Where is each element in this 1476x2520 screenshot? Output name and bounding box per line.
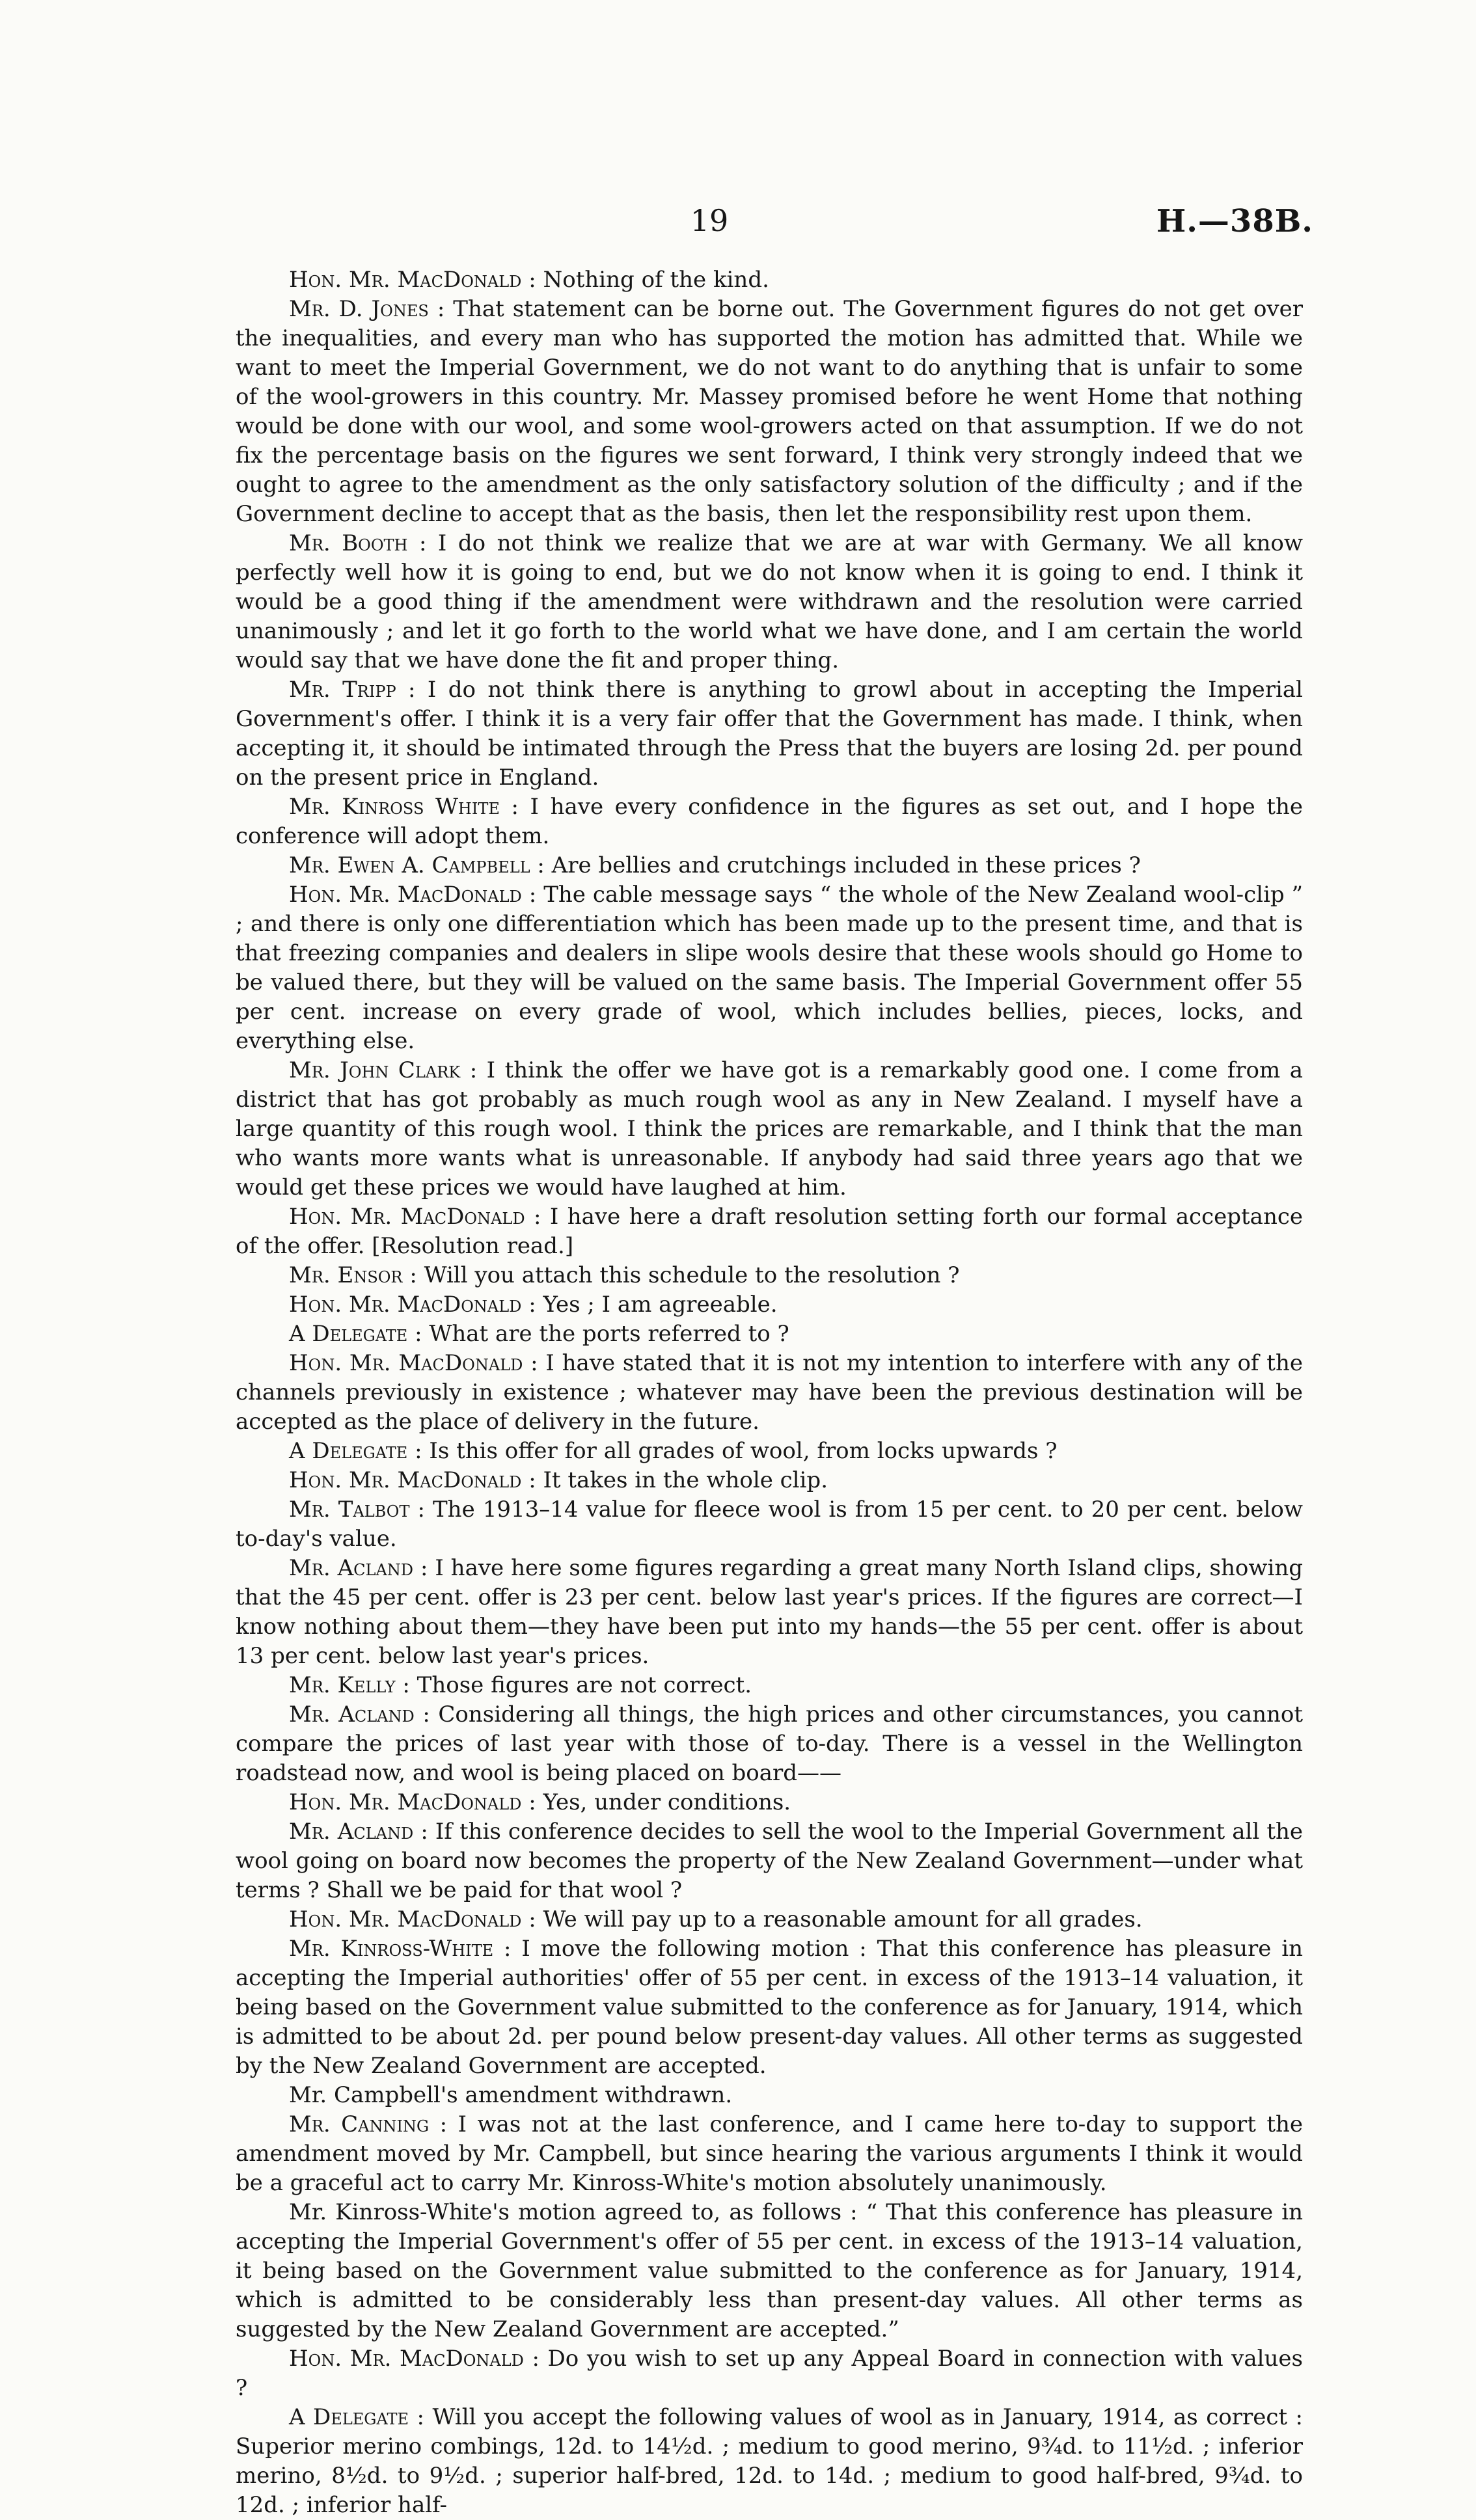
paragraph [236, 1788, 1303, 1817]
paragraph [236, 1554, 1303, 1671]
paragraph [236, 675, 1303, 793]
paragraph-text: : It takes in the whole clip. [528, 1467, 828, 1493]
speaker-name: Mr. Acland [289, 1701, 415, 1727]
paragraph [236, 1320, 1303, 1349]
paragraph-text: : Considering all things, the high prices and other circumstances, you cannot compare the prices of last year with those of to-day. There is a vessel in the Wellington roadstead now, and wool is being placed on board—— [236, 1701, 1304, 1786]
speaker-name: Hon. Mr. MacDonald [289, 1204, 525, 1230]
speaker-name: Mr. Kinross-White [289, 1936, 494, 1962]
speaker-name: Hon. Mr. MacDonald [289, 882, 522, 908]
speaker-name: Mr. Canning [289, 2111, 430, 2137]
speaker-name: Hon. Mr. MacDonald [289, 267, 522, 293]
paragraph [236, 265, 1303, 295]
speaker-name: Hon. Mr. MacDonald [289, 1292, 522, 1318]
paragraph-text: : That statement can be borne out. The Government figures do not get over the inequalities, and every man who has supported the motion has admitted that. While we want to meet the Imperial Government, we do not want to do anything that is unfair to some of the wool-growers in this country. Mr. Massey promised before he went Home that nothing would be done with our wool, and some wool-growers acted on that assumption. If we do not fix the percentage basis on the figures we sent forward, I think very strongly indeed that we ought to agree to the amendment as the only satisfactory solution of the difficulty ; and if the Government decline to accept that as the basis, then let the responsibility rest upon them. [236, 296, 1303, 527]
speaker-name: Mr. Booth [289, 530, 408, 556]
paragraph [236, 1202, 1303, 1261]
paragraph-text: : Those figures are not correct. [402, 1672, 752, 1698]
paragraph [236, 1437, 1303, 1466]
paragraph-text: : Will you attach this schedule to the resolution ? [409, 1262, 960, 1288]
speaker-name: Mr. Ensor [289, 1262, 403, 1288]
paragraph-text: : Are bellies and crutchings included in these prices ? [537, 852, 1141, 878]
paragraph [236, 1817, 1303, 1905]
paragraph [236, 1349, 1303, 1437]
paragraph [236, 1495, 1303, 1554]
paragraph [236, 1466, 1303, 1495]
paragraph-text: : Yes, under conditions. [528, 1789, 791, 1815]
paragraph [236, 529, 1303, 675]
paragraph [236, 2403, 1303, 2520]
paragraph-text: : I have every confidence in the figures as set out, and I hope the conference will adopt them. [236, 794, 1303, 849]
paragraph-text: : I was not at the last conference, and I came here to-day to support the amendment moved by Mr. Campbell, but since hearing the various arguments I think it would be a graceful act to carry Mr. Kinross-White's motion absolutely unanimously. [236, 2111, 1304, 2196]
speaker-name: A Delegate [289, 2404, 409, 2430]
paragraph [236, 880, 1303, 1056]
paragraph-text: : Yes ; I am agreeable. [528, 1292, 778, 1318]
speaker-name: Hon. Mr. MacDonald [289, 1789, 522, 1815]
paragraph [236, 2198, 1303, 2344]
paragraph [236, 1056, 1303, 1202]
speaker-name: Mr. Kelly [289, 1672, 396, 1698]
speaker-name: A Delegate [289, 1321, 408, 1347]
paragraph [236, 1934, 1303, 2081]
paragraph [236, 1700, 1303, 1788]
paragraph-text: : I have stated that it is not my intention to interfere with any of the channels previously in existence ; whatever may have been the previous destination will be accepted as the place of delivery in the future. [236, 1350, 1303, 1435]
speaker-name: Mr. Ewen A. Campbell [289, 852, 530, 878]
paragraph-text: : The cable message says “ the whole of the New Zealand wool-clip ” ; and there is only one differentiation which has been made up to the present time, and that is that freezing companies and dealers in slipe wools desire that these wools should go Home to be valued there, but they will be valued on the same basis. The Imperial Government offer 55 per cent. increase on every grade of wool, which includes bellies, pieces, locks, and everything else. [236, 882, 1304, 1054]
page-number: 19 [690, 203, 729, 238]
paragraph-text: : Will you accept the following values of wool as in January, 1914, as correct : Superior merino combings, 12d. to 14½d. ; medium to good merino, 9¾d. to 11½d. ; inferior merino, 8½d. to 9½d. ; superior half-bred, 12d. to 14d. ; medium to good half-bred, 9¾d. to 12d. ; inferior half- [236, 2404, 1303, 2518]
paragraph-text: Mr. Campbell's amendment withdrawn. [289, 2082, 733, 2108]
paragraph-text: : I have here some figures regarding a great many North Island clips, showing that the 45 per cent. offer is 23 per cent. below last year's prices. If the figures are correct—I know nothing about them—they have been put into my hands—the 55 per cent. offer is about 13 per cent. below last year's prices. [236, 1555, 1303, 1669]
transcript-body [236, 265, 1303, 2520]
speaker-name: A Delegate [289, 1438, 408, 1464]
speaker-name: Hon. Mr. MacDonald [289, 1350, 523, 1376]
paragraph-text: Mr. Kinross-White's motion agreed to, as follows : “ That this conference has pleasure in accepting the Imperial Government's offer of 55 per cent. in excess of the 1913–14 valuation, it being based on the Government value submitted to the conference as for January, 1914, which is admitted to be considerably less than present-day values. All other terms as suggested by the New Zealand Government are accepted.” [236, 2199, 1303, 2342]
paragraph [236, 2344, 1303, 2403]
paragraph-text: : I do not think we realize that we are at war with Germany. We all know perfectly well how it is going to end, but we do not know when it is going to end. I think it would be a good thing if the amendment were withdrawn and the resolution were carried unanimously ; and let it go forth to the world what we have done, and I am certain the world would say that we have done the fit and proper thing. [236, 530, 1303, 673]
paragraph-text: : I do not think there is anything to growl about in accepting the Imperial Government's offer. I think it is a very fair offer that the Government has made. I think, when accepting it, it should be intimated through the Press that the buyers are losing 2d. per pound on the present price in England. [236, 677, 1303, 791]
paragraph-text: : What are the ports referred to ? [415, 1321, 789, 1347]
paragraph-text: : Is this offer for all grades of wool, from locks upwards ? [415, 1438, 1058, 1464]
paragraph-text: : I think the offer we have got is a remarkably good one. I come from a district that has got probably as much rough wool as any in New Zealand. I myself have a large quantity of this rough wool. I think the prices are remarkable, and I think that the man who wants more wants what is unreasonable. If anybody had said three years ago that we would get these prices we would have laughed at him. [236, 1057, 1304, 1200]
paragraph-text: : Do you wish to set up any Appeal Board in connection with values ? [236, 2346, 1303, 2401]
paragraph [236, 2081, 1303, 2110]
speaker-name: Mr. Kinross White [289, 794, 500, 820]
paragraph [236, 1671, 1303, 1700]
speaker-name: Hon. Mr. MacDonald [289, 1467, 522, 1493]
paragraph-text: : If this conference decides to sell the wool to the Imperial Government all the wool going on board now becomes the property of the New Zealand Government—under what terms ? Shall we be paid for that wool ? [236, 1819, 1304, 1903]
paragraph-text: : The 1913–14 value for fleece wool is from 15 per cent. to 20 per cent. below to-day's value. [236, 1497, 1303, 1552]
paragraph [236, 793, 1303, 851]
speaker-name: Mr. Talbot [289, 1497, 410, 1523]
speaker-name: Mr. John Clark [289, 1057, 461, 1083]
paragraph [236, 1905, 1303, 1934]
speaker-name: Mr. Tripp [289, 677, 396, 703]
speaker-name: Mr. Acland [289, 1819, 414, 1845]
paragraph [236, 295, 1303, 529]
paragraph [236, 851, 1303, 880]
paragraph-text: : I have here a draft resolution setting forth our formal acceptance of the offer. [Resolution read.] [236, 1204, 1304, 1259]
speaker-name: Mr. D. Jones [289, 296, 429, 322]
paragraph [236, 2110, 1303, 2198]
speaker-name: Mr. Acland [289, 1555, 414, 1581]
paragraph-text: : We will pay up to a reasonable amount for all grades. [528, 1906, 1143, 1932]
speaker-name: Hon. Mr. MacDonald [289, 2346, 524, 2372]
paragraph-text: : Nothing of the kind. [528, 267, 769, 293]
speaker-name: Hon. Mr. MacDonald [289, 1906, 522, 1932]
paragraph [236, 1261, 1303, 1290]
paragraph [236, 1290, 1303, 1320]
document-reference: H.—38B. [1156, 203, 1313, 239]
paragraph-text: : I move the following motion : That this conference has pleasure in accepting the Imperial authorities' offer of 55 per cent. in excess of the 1913–14 valuation, it being based on the Government value submitted to the conference as for January, 1914, which is admitted to be about 2d. per pound below present-day values. All other terms as suggested by the New Zealand Government are accepted. [236, 1936, 1303, 2079]
